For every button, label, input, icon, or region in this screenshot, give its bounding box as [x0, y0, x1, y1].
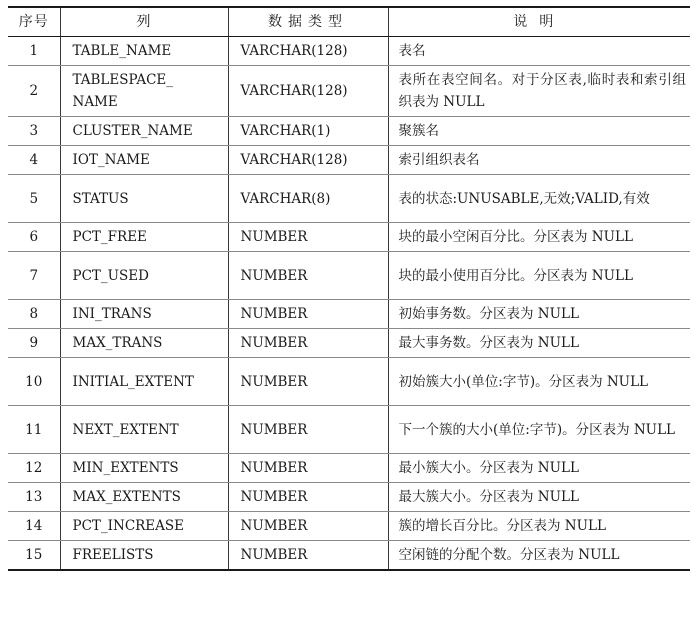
cell-type: NUMBER [228, 483, 388, 512]
table-row [8, 252, 690, 300]
cell-column: FREELISTS [60, 541, 228, 571]
table-row [8, 454, 690, 483]
cell-desc: 初始簇大小(单位:字节)。分区表为 NULL [388, 358, 690, 406]
cell-type: NUMBER [228, 300, 388, 329]
cell-desc: 表名 [388, 37, 690, 66]
table-row [8, 37, 690, 66]
cell-column: NEXT_EXTENT [60, 406, 228, 454]
cell-desc: 索引组织表名 [388, 146, 690, 175]
cell-desc: 空闲链的分配个数。分区表为 NULL [388, 541, 690, 571]
table-row [8, 541, 690, 571]
cell-desc: 最大簇大小。分区表为 NULL [388, 483, 690, 512]
cell-column: MAX_TRANS [60, 329, 228, 358]
cell-type: NUMBER [228, 358, 388, 406]
cell-type: NUMBER [228, 512, 388, 541]
header-column: 列 [60, 7, 228, 37]
cell-no: 15 [8, 541, 60, 571]
cell-column: INI_TRANS [60, 300, 228, 329]
table-row [8, 175, 690, 223]
cell-desc: 块的最小使用百分比。分区表为 NULL [388, 252, 690, 300]
cell-no: 1 [8, 37, 60, 66]
cell-column: TABLE_NAME [60, 37, 228, 66]
cell-column: PCT_INCREASE [60, 512, 228, 541]
cell-column: MIN_EXTENTS [60, 454, 228, 483]
cell-desc: 最小簇大小。分区表为 NULL [388, 454, 690, 483]
cell-no: 5 [8, 175, 60, 223]
cell-column: IOT_NAME [60, 146, 228, 175]
table-row [8, 406, 690, 454]
cell-column: MAX_EXTENTS [60, 483, 228, 512]
cell-column: TABLESPACE_ NAME [60, 66, 228, 117]
cell-type: VARCHAR(1) [228, 117, 388, 146]
cell-no: 14 [8, 512, 60, 541]
cell-desc: 最大事务数。分区表为 NULL [388, 329, 690, 358]
cell-desc: 表所在表空间名。对于分区表,临时表和索引组织表为 NULL [388, 66, 690, 117]
cell-no: 8 [8, 300, 60, 329]
cell-desc: 表的状态:UNUSABLE,无效;VALID,有效 [388, 175, 690, 223]
cell-no: 12 [8, 454, 60, 483]
cell-no: 13 [8, 483, 60, 512]
cell-type: NUMBER [228, 454, 388, 483]
cell-no: 10 [8, 358, 60, 406]
table-row [8, 329, 690, 358]
cell-type: NUMBER [228, 223, 388, 252]
cell-no: 9 [8, 329, 60, 358]
cell-type: NUMBER [228, 252, 388, 300]
cell-no: 4 [8, 146, 60, 175]
header-type: 数据类型 [228, 7, 388, 37]
cell-desc: 簇的增长百分比。分区表为 NULL [388, 512, 690, 541]
cell-no: 6 [8, 223, 60, 252]
header-no: 序号 [8, 7, 60, 37]
column-definition-table [8, 6, 690, 571]
table-row [8, 66, 690, 117]
cell-column: CLUSTER_NAME [60, 117, 228, 146]
table-row [8, 146, 690, 175]
table-container [8, 6, 690, 571]
cell-column: INITIAL_EXTENT [60, 358, 228, 406]
cell-column: PCT_USED [60, 252, 228, 300]
cell-desc: 初始事务数。分区表为 NULL [388, 300, 690, 329]
table-row [8, 483, 690, 512]
header-desc: 说明 [388, 7, 690, 37]
table-header-row [8, 7, 690, 37]
table-row [8, 117, 690, 146]
table-row [8, 223, 690, 252]
cell-type: VARCHAR(128) [228, 146, 388, 175]
cell-no: 2 [8, 66, 60, 117]
cell-column: STATUS [60, 175, 228, 223]
cell-desc: 下一个簇的大小(单位:字节)。分区表为 NULL [388, 406, 690, 454]
cell-column: PCT_FREE [60, 223, 228, 252]
cell-no: 3 [8, 117, 60, 146]
table-row [8, 358, 690, 406]
cell-desc: 块的最小空闲百分比。分区表为 NULL [388, 223, 690, 252]
cell-type: NUMBER [228, 329, 388, 358]
cell-type: NUMBER [228, 541, 388, 571]
cell-type: VARCHAR(8) [228, 175, 388, 223]
cell-desc: 聚簇名 [388, 117, 690, 146]
cell-type: VARCHAR(128) [228, 66, 388, 117]
table-row [8, 300, 690, 329]
cell-type: VARCHAR(128) [228, 37, 388, 66]
table-row [8, 512, 690, 541]
cell-no: 11 [8, 406, 60, 454]
cell-type: NUMBER [228, 406, 388, 454]
cell-no: 7 [8, 252, 60, 300]
